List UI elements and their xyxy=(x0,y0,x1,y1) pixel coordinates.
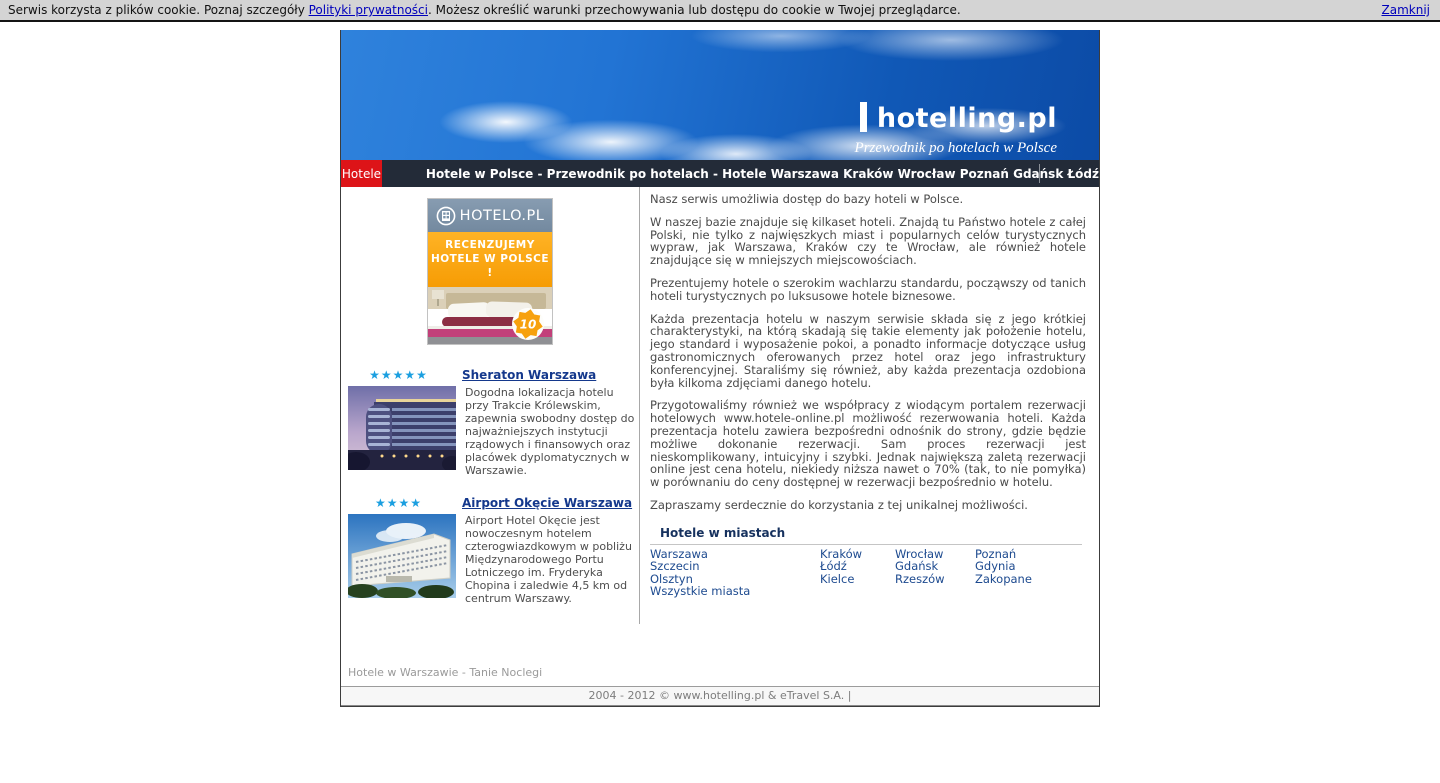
cities-divider xyxy=(650,544,1082,545)
nav-hotele-button[interactable]: Hotele xyxy=(341,160,382,187)
cities-column-3 xyxy=(895,548,975,598)
footer-link-hotele-warszawa[interactable]: Hotele w Warszawie xyxy=(348,666,459,679)
intro-paragraph: Nasz serwis umożliwia dostęp do bazy hoteli w Polsce. xyxy=(650,192,964,206)
cookie-text-before: Serwis korzysta z plików cookie. Poznaj szczegóły xyxy=(8,3,309,17)
city-link-zakopane[interactable]: Zakopane xyxy=(975,571,1032,586)
footer-link-separator: - xyxy=(458,666,470,679)
site-tagline: Przewodnik po hotelach w Polsce xyxy=(854,140,1057,156)
city-link-warszawa[interactable]: Warszawa xyxy=(650,546,708,561)
hotelo-banner-header xyxy=(428,199,552,232)
cities-column-4 xyxy=(975,548,1032,598)
cookie-close-link[interactable]: Zamknij xyxy=(1381,3,1430,17)
paragraph: Zapraszamy serdecznie do korzystania z tej unikalnej możliwości. xyxy=(650,497,1028,512)
logo-bar-icon xyxy=(860,102,867,132)
cookie-bar xyxy=(0,0,1440,22)
hotel-link-airport-okecie[interactable]: Airport Okęcie Warszawa xyxy=(462,496,633,510)
city-link-poznan[interactable]: Poznań xyxy=(975,546,1017,561)
paragraph: Prezentujemy hotele o szerokim wachlarzu standardu, począwszy od tanich hoteli turystycznych po luksusowe hotele biznesowe. xyxy=(650,275,1086,303)
city-link-gdynia[interactable]: Gdynia xyxy=(975,559,1016,574)
city-link-olsztyn[interactable]: Olsztyn xyxy=(650,571,693,586)
score-badge xyxy=(512,308,544,340)
city-link-lodz[interactable]: Łódź xyxy=(820,559,847,574)
hotel-bed-photo xyxy=(428,287,552,344)
hotelo-brand: HOTELO.PL xyxy=(459,207,545,224)
logo-text: hotelling.pl xyxy=(876,103,1057,134)
cities-column-2 xyxy=(820,548,895,598)
cities-section xyxy=(650,526,1086,598)
city-link-szczecin[interactable]: Szczecin xyxy=(650,559,700,574)
hotelo-slogan xyxy=(428,232,552,287)
city-link-gdansk[interactable]: Gdańsk xyxy=(895,559,939,574)
page-container xyxy=(340,30,1100,707)
cities-table xyxy=(650,548,1086,598)
star-rating: ★★★★ xyxy=(374,496,423,510)
header-sky-banner xyxy=(341,30,1099,160)
score-badge-value: 10 xyxy=(519,317,537,332)
airport-okecie-photo[interactable] xyxy=(348,514,456,598)
paragraph: Przygotowaliśmy również we współpracy z wiodącym portalem rezerwacji hotelowych www.hotele-online.pl możliwość rezerwowania hoteli. Każda prezentacja hotelu zawiera bezpośredni odnośnik do strony, gdzie będzie możliwe dokonanie rezerwacji. Sam proces rezerwacji jest nieskomplikowany, intuicyjny i szybki. Jednak największą zaletą rezerwacji online jest cena hotelu, niekiedy niższa nawet o 70% (tak, to nie pomyłka) w porównaniu do ceny dostępnej w rezerwacji bezpośrednio w hotelu. xyxy=(650,398,1086,490)
main-nav xyxy=(341,160,1099,187)
footer-link-tanie-noclegi[interactable]: Tanie Noclegi xyxy=(469,666,543,679)
hotel-description: Dogodna lokalizacja hotelu przy Trakcie Królewskim, zapewnia swobodny dostęp do najważniejszych instytucji rządowych i finansowych oraz placówek dyplomatycznych w Warszawie. xyxy=(465,386,635,477)
footer-links xyxy=(341,624,1099,686)
city-link-kielce[interactable]: Kielce xyxy=(820,571,855,586)
hotelo-ad-banner[interactable] xyxy=(427,198,553,345)
hotelo-slogan-line2: HOTELE W POLSCE ! xyxy=(430,253,550,279)
city-link-wszystkie-miasta[interactable]: Wszystkie miasta xyxy=(650,583,751,598)
building-icon xyxy=(436,206,456,226)
paragraph: Każda prezentacja hotelu w naszym serwisie składa się z jego krótkiej charakterystyki, na którą skadają się takie elementy jak położenie hotelu, jego standard i wyposażenie pokoi, a ponadto informacje dotyczące usług gastronomicznych oferowanych przez hotel oraz jego infrastruktury konferencyjnej. Staraliśmy się również, aby każda prezentacja ozdobiona była kilkoma zdjęciami danego hotelu. xyxy=(650,311,1086,390)
hotel-description: Airport Hotel Okęcie jest nowoczesnym hotelem czterogwiazdkowym w pobliżu Międzynarodowego Portu Lotniczego im. Fryderyka Chopina i zaledwie 4,5 km od centrum Warszawy. xyxy=(465,514,632,605)
sheraton-warszawa-photo[interactable] xyxy=(348,386,456,470)
hotel-listing-airport-okecie xyxy=(341,496,639,605)
cities-column-1 xyxy=(650,548,820,598)
left-column xyxy=(341,187,640,624)
site-logo[interactable] xyxy=(860,102,1057,134)
star-rating: ★★★★★ xyxy=(369,368,428,382)
city-link-rzeszow[interactable]: Rzeszów xyxy=(895,571,945,586)
main-content xyxy=(341,187,1099,624)
hotel-listing-sheraton xyxy=(341,368,639,477)
cookie-text-after: . Możesz określić warunki przechowywania lub dostępu do cookie w Twojej przeglądarce. xyxy=(428,3,961,17)
cities-heading: Hotele w miastach xyxy=(660,525,786,540)
page-title: Hotele w Polsce - Przewodnik po hotelach - Hotele Warszawa Kraków Wrocław Poznań Gdańsk Łódź xyxy=(425,166,1099,181)
privacy-policy-link[interactable]: Polityki prywatności xyxy=(308,3,428,17)
paragraph: W naszej bazie znajduje się kilkaset hoteli. Znajdą tu Państwo hotele z całej Polski, nie tylko z najwięszkych miast i popularnych celów turystycznych wypraw, jak Warszawa, Kraków czy te Wrocław, ale również hotele znajdujące się w mniejszych miejscowościach. xyxy=(650,214,1086,268)
hotel-link-sheraton[interactable]: Sheraton Warszawa xyxy=(462,368,597,382)
hotelo-slogan-line1: RECENZUJEMY xyxy=(445,239,535,251)
right-column xyxy=(640,187,1099,624)
city-link-wroclaw[interactable]: Wrocław xyxy=(895,546,944,561)
footer-copyright: 2004 - 2012 © www.hotelling.pl & eTravel S.A. | xyxy=(341,686,1099,706)
city-link-krakow[interactable]: Kraków xyxy=(820,546,863,561)
nav-divider xyxy=(1039,164,1040,183)
